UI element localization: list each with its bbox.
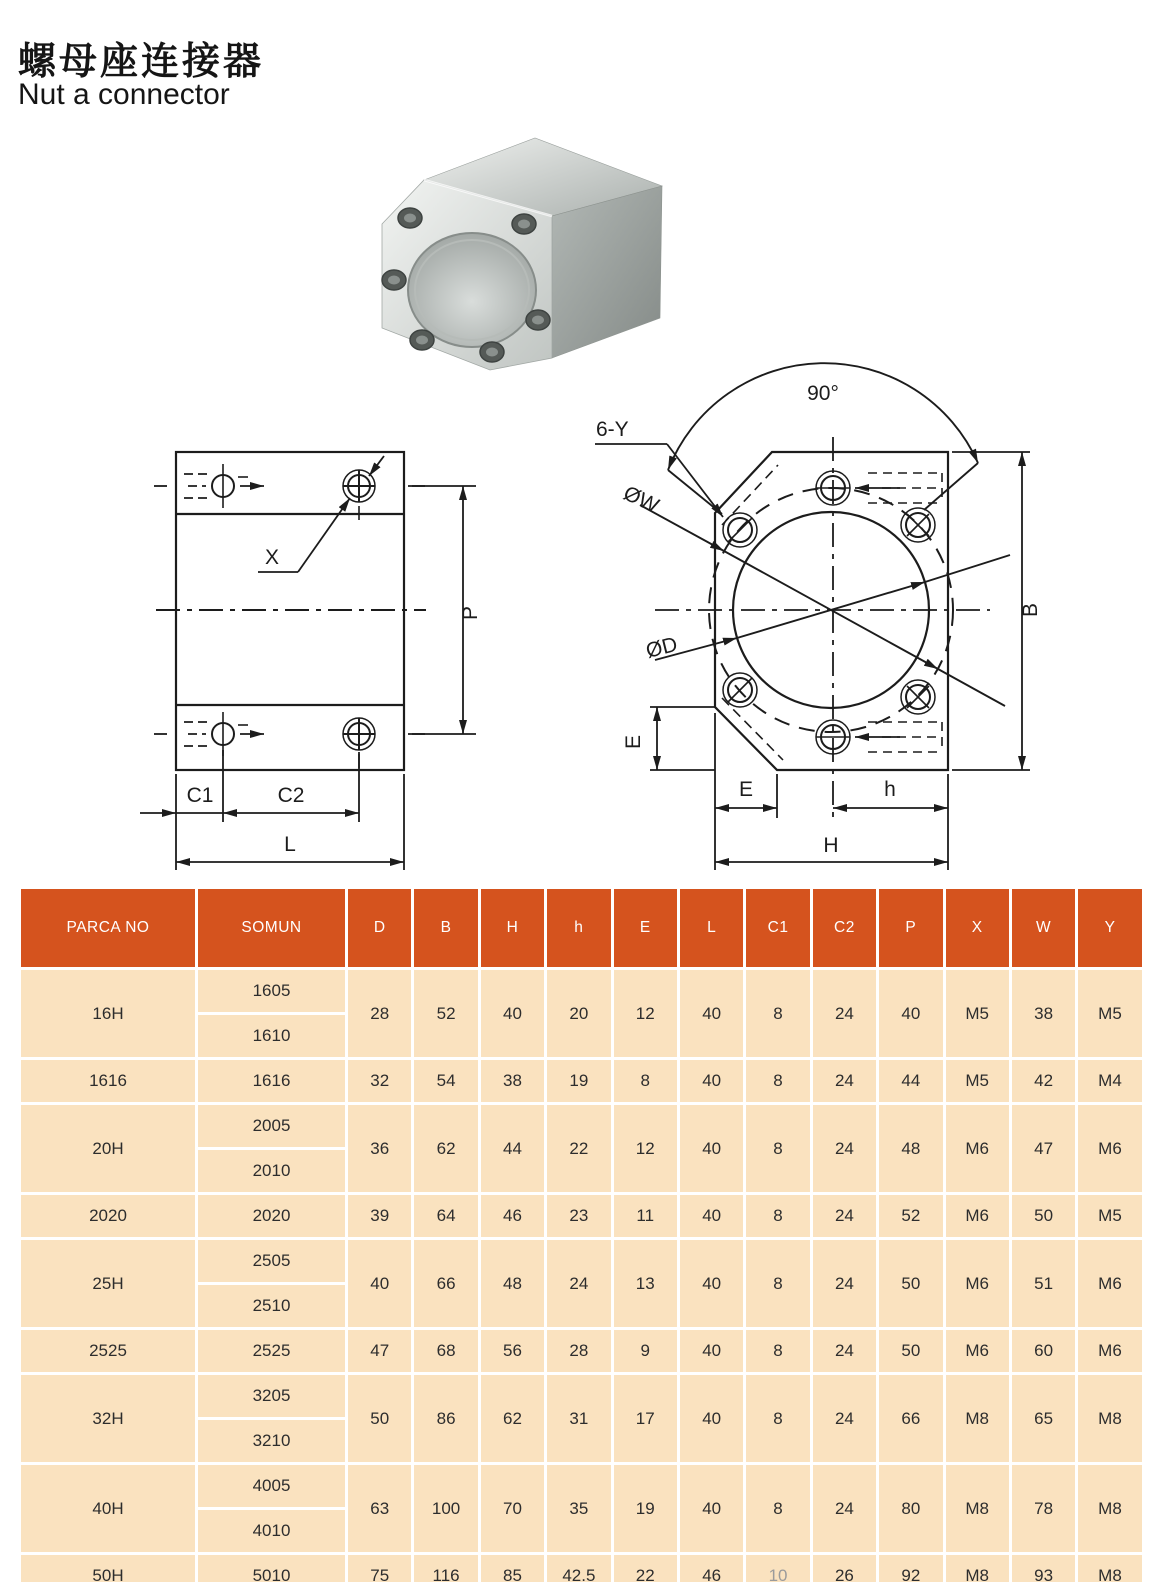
cell-value: 8	[612, 1059, 678, 1104]
cell-value: 48	[878, 1104, 944, 1194]
label-h-small: h	[884, 778, 896, 801]
cell-value: 31	[546, 1374, 612, 1464]
column-header: L	[678, 888, 744, 969]
column-header: h	[546, 888, 612, 969]
cell-value: 19	[546, 1059, 612, 1104]
cell-value: 65	[1010, 1374, 1076, 1464]
cell-value: 8	[745, 1194, 811, 1239]
cell-value: 24	[811, 969, 877, 1059]
cell-somun: 2020	[197, 1194, 347, 1239]
label-6y: 6-Y	[596, 418, 629, 441]
label-c2: C2	[277, 784, 305, 807]
cell-somun: 1610	[197, 1014, 347, 1059]
column-header: C1	[745, 888, 811, 969]
cell-value: 116	[413, 1554, 479, 1582]
cell-value: 100	[413, 1464, 479, 1554]
cell-value: 42	[1010, 1059, 1076, 1104]
side-view-geometry	[140, 452, 476, 870]
label-h-big: H	[823, 834, 839, 857]
cell-value: 38	[1010, 969, 1076, 1059]
column-header: P	[878, 888, 944, 969]
cell-value: M5	[1077, 969, 1143, 1059]
cell-value: 10	[745, 1554, 811, 1582]
cell-value: 23	[546, 1194, 612, 1239]
table-header-row	[20, 888, 1144, 969]
cell-value: M8	[944, 1554, 1010, 1582]
cell-value: 12	[612, 969, 678, 1059]
table-row	[20, 1374, 1144, 1419]
cell-value: 48	[479, 1239, 545, 1329]
table-header	[20, 888, 1144, 969]
cell-value: 8	[745, 1104, 811, 1194]
cell-value: 52	[413, 969, 479, 1059]
cell-value: 35	[546, 1464, 612, 1554]
column-header: E	[612, 888, 678, 969]
cell-value: 28	[546, 1329, 612, 1374]
cell-value: 40	[678, 1329, 744, 1374]
cell-value: 20	[546, 969, 612, 1059]
table-row	[20, 1059, 1144, 1104]
label-e-bottom: E	[738, 778, 754, 801]
cell-value: M6	[1077, 1104, 1143, 1194]
cell-value: 11	[612, 1194, 678, 1239]
column-header: X	[944, 888, 1010, 969]
cell-value: 8	[745, 1059, 811, 1104]
cell-value: 44	[479, 1104, 545, 1194]
cell-parca-no: 16H	[20, 969, 197, 1059]
cell-somun: 2510	[197, 1284, 347, 1329]
column-header: W	[1010, 888, 1076, 969]
cell-value: 8	[745, 1374, 811, 1464]
cell-value: 44	[878, 1059, 944, 1104]
cell-value: 47	[347, 1329, 413, 1374]
dimension-table	[18, 886, 1145, 1582]
cell-parca-no: 40H	[20, 1464, 197, 1554]
cell-somun: 2010	[197, 1149, 347, 1194]
cell-value: 51	[1010, 1239, 1076, 1329]
cell-value: 85	[479, 1554, 545, 1582]
cell-parca-no: 25H	[20, 1239, 197, 1329]
cell-value: 70	[479, 1464, 545, 1554]
table-row	[20, 1239, 1144, 1284]
column-header: D	[347, 888, 413, 969]
cell-value: 17	[612, 1374, 678, 1464]
column-header: B	[413, 888, 479, 969]
cell-value: M5	[944, 969, 1010, 1059]
cell-value: 13	[612, 1239, 678, 1329]
column-header: SOMUN	[197, 888, 347, 969]
label-x: X	[265, 546, 280, 569]
cell-somun: 1605	[197, 969, 347, 1014]
cell-somun: 2505	[197, 1239, 347, 1284]
cell-value: 32	[347, 1059, 413, 1104]
page-title-english: Nut a connector	[18, 78, 230, 111]
cell-value: M6	[944, 1104, 1010, 1194]
cell-value: 42.5	[546, 1554, 612, 1582]
cell-parca-no: 32H	[20, 1374, 197, 1464]
cell-value: 66	[878, 1374, 944, 1464]
product-photo	[372, 112, 682, 378]
cell-value: 40	[678, 1374, 744, 1464]
cell-parca-no: 1616	[20, 1059, 197, 1104]
cell-value: 8	[745, 1329, 811, 1374]
cell-value: 8	[745, 1464, 811, 1554]
cell-value: 62	[413, 1104, 479, 1194]
column-header: PARCA NO	[20, 888, 197, 969]
cell-parca-no: 50H	[20, 1554, 197, 1582]
cell-value: 54	[413, 1059, 479, 1104]
cell-value: 8	[745, 1239, 811, 1329]
cell-value: 56	[479, 1329, 545, 1374]
column-header: C2	[811, 888, 877, 969]
cell-value: 86	[413, 1374, 479, 1464]
label-l: L	[284, 833, 296, 856]
cell-value: 40	[678, 1239, 744, 1329]
cell-value: 24	[811, 1059, 877, 1104]
cell-value: 46	[678, 1554, 744, 1582]
cell-parca-no: 2020	[20, 1194, 197, 1239]
cell-value: 39	[347, 1194, 413, 1239]
cell-value: 9	[612, 1329, 678, 1374]
cell-value: 52	[878, 1194, 944, 1239]
photo-geometry	[382, 138, 662, 370]
label-p: P	[459, 605, 482, 621]
cell-value: M8	[944, 1464, 1010, 1554]
cell-value: 40	[678, 1104, 744, 1194]
cell-value: 22	[612, 1554, 678, 1582]
table-row	[20, 1554, 1144, 1582]
cell-value: M5	[944, 1059, 1010, 1104]
cell-value: 40	[678, 1059, 744, 1104]
cell-value: 40	[678, 1464, 744, 1554]
cell-value: 75	[347, 1554, 413, 1582]
cell-value: 8	[745, 969, 811, 1059]
cell-value: 68	[413, 1329, 479, 1374]
cell-value: 24	[811, 1194, 877, 1239]
table-row	[20, 1329, 1144, 1374]
cell-value: 62	[479, 1374, 545, 1464]
cell-value: 24	[811, 1464, 877, 1554]
cell-value: 50	[878, 1239, 944, 1329]
cell-somun: 4010	[197, 1509, 347, 1554]
column-header: Y	[1077, 888, 1143, 969]
cell-value: 38	[479, 1059, 545, 1104]
cell-value: M5	[1077, 1194, 1143, 1239]
cell-value: M6	[944, 1194, 1010, 1239]
cell-value: 12	[612, 1104, 678, 1194]
cell-value: 26	[811, 1554, 877, 1582]
cell-value: 24	[811, 1239, 877, 1329]
cell-value: 80	[878, 1464, 944, 1554]
cell-somun: 2005	[197, 1104, 347, 1149]
cell-value: M6	[1077, 1239, 1143, 1329]
cell-value: 46	[479, 1194, 545, 1239]
cell-value: M8	[1077, 1374, 1143, 1464]
cell-somun: 2525	[197, 1329, 347, 1374]
cell-value: 24	[811, 1374, 877, 1464]
drawing-side-view	[140, 430, 485, 875]
cell-value: M6	[944, 1329, 1010, 1374]
table-row	[20, 1464, 1144, 1509]
cell-value: 28	[347, 969, 413, 1059]
cell-value: M6	[944, 1239, 1010, 1329]
cell-value: M8	[1077, 1554, 1143, 1582]
cell-value: 19	[612, 1464, 678, 1554]
cell-value: 22	[546, 1104, 612, 1194]
cell-value: 40	[678, 1194, 744, 1239]
cell-value: 50	[878, 1329, 944, 1374]
cell-value: 66	[413, 1239, 479, 1329]
label-e-left: E	[622, 734, 645, 750]
cell-value: M8	[1077, 1464, 1143, 1554]
cell-value: M6	[1077, 1329, 1143, 1374]
cell-somun: 5010	[197, 1554, 347, 1582]
cell-value: 93	[1010, 1554, 1076, 1582]
cell-somun: 4005	[197, 1464, 347, 1509]
page-title-chinese: 螺母座连接器	[18, 41, 265, 83]
cell-value: 47	[1010, 1104, 1076, 1194]
cell-value: 36	[347, 1104, 413, 1194]
table-row	[20, 969, 1144, 1014]
cell-value: 24	[546, 1239, 612, 1329]
drawing-front-view	[570, 370, 1060, 882]
cell-parca-no: 20H	[20, 1104, 197, 1194]
cell-value: 40	[678, 969, 744, 1059]
label-dia-d: ØD	[643, 632, 680, 663]
cell-value: 40	[347, 1239, 413, 1329]
cell-value: 40	[479, 969, 545, 1059]
cell-somun: 3205	[197, 1374, 347, 1419]
table-body	[20, 969, 1144, 1582]
cell-value: 78	[1010, 1464, 1076, 1554]
cell-value: 40	[878, 969, 944, 1059]
label-b: B	[1019, 602, 1042, 618]
cell-value: 50	[1010, 1194, 1076, 1239]
cell-somun: 1616	[197, 1059, 347, 1104]
cell-value: M8	[944, 1374, 1010, 1464]
cell-somun: 3210	[197, 1419, 347, 1464]
cell-value: 92	[878, 1554, 944, 1582]
label-angle: 90°	[807, 382, 839, 405]
table-row	[20, 1104, 1144, 1149]
cell-parca-no: 2525	[20, 1329, 197, 1374]
cell-value: 60	[1010, 1329, 1076, 1374]
cell-value: 50	[347, 1374, 413, 1464]
front-view-geometry	[595, 363, 1030, 870]
column-header: H	[479, 888, 545, 969]
label-dia-w: ØW	[619, 481, 663, 518]
cell-value: M4	[1077, 1059, 1143, 1104]
cell-value: 63	[347, 1464, 413, 1554]
cell-value: 24	[811, 1329, 877, 1374]
table-row	[20, 1194, 1144, 1239]
cell-value: 24	[811, 1104, 877, 1194]
label-c1: C1	[186, 784, 214, 807]
cell-value: 64	[413, 1194, 479, 1239]
